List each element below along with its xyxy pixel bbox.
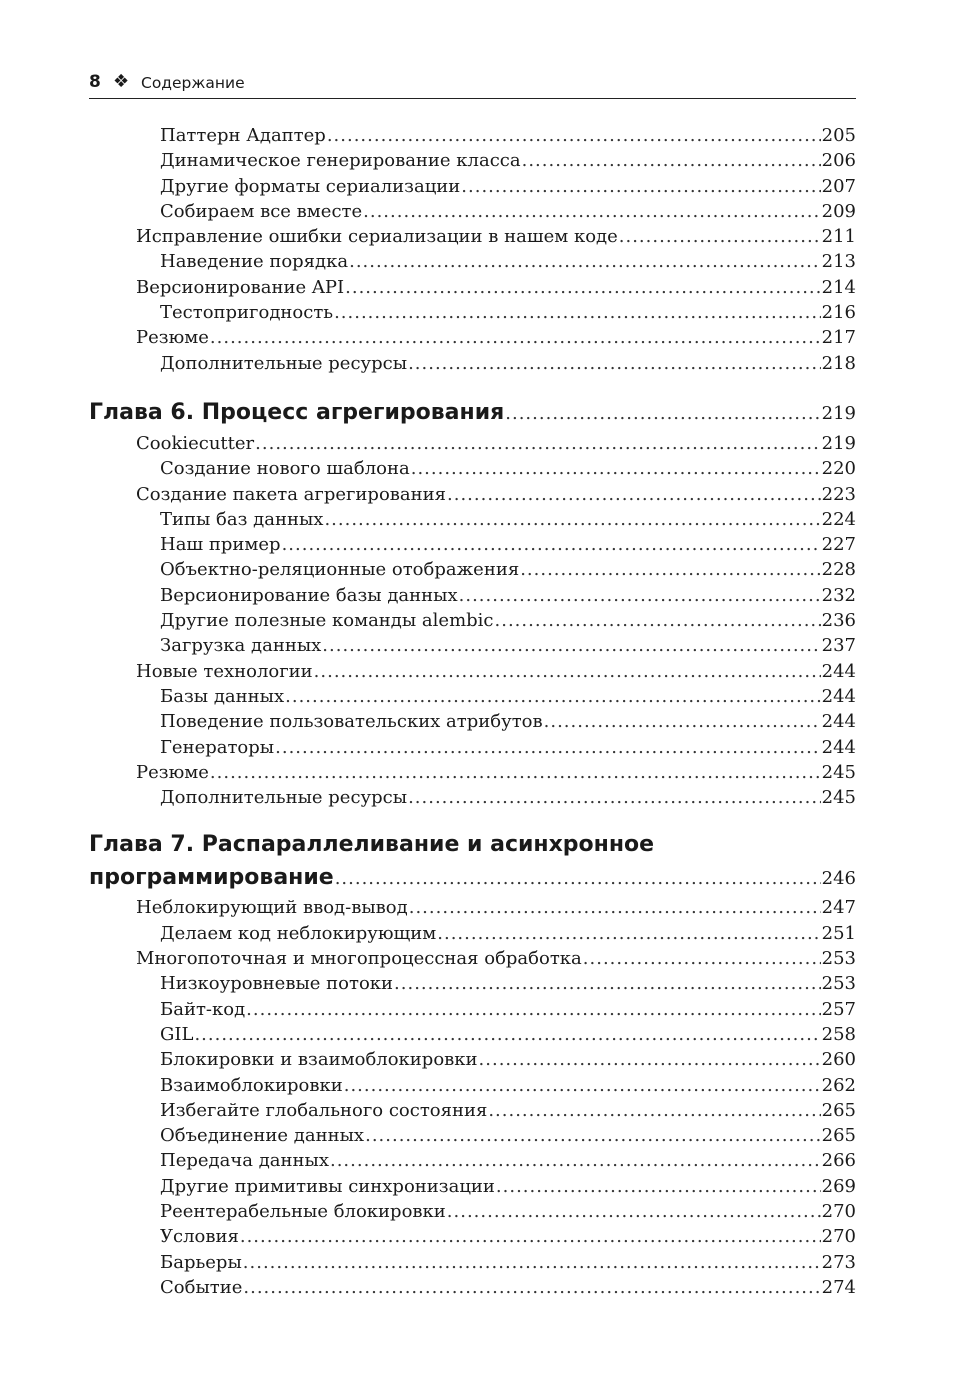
dot-leader — [363, 199, 821, 224]
toc-entry[interactable] — [89, 532, 856, 557]
chapter-6-heading[interactable] — [89, 397, 856, 429]
toc-entry[interactable] — [89, 1123, 856, 1148]
entry-page: 245 — [821, 761, 856, 783]
dot-leader — [408, 785, 821, 810]
entry-page: 251 — [821, 922, 856, 944]
entry-page: 207 — [821, 175, 856, 197]
dot-leader — [496, 1174, 821, 1199]
toc-entry[interactable] — [89, 921, 856, 946]
toc-entry[interactable] — [89, 174, 856, 199]
entry-page: 224 — [821, 508, 856, 530]
entry-title: Исправление ошибки сериализации в нашем коде — [136, 226, 618, 248]
dot-leader — [327, 123, 821, 148]
dot-leader — [324, 507, 820, 532]
entry-title: Поведение пользовательских атрибутов — [160, 711, 543, 733]
toc-entry[interactable] — [89, 1098, 856, 1123]
entry-page: 244 — [821, 711, 856, 733]
dot-leader — [522, 148, 821, 173]
dot-leader — [344, 1073, 821, 1098]
dot-leader — [314, 659, 821, 684]
entry-title: GIL — [160, 1023, 194, 1045]
toc-entry[interactable] — [89, 123, 856, 148]
entry-title: Объектно-реляционные отображения — [160, 559, 520, 581]
chapter-page: 246 — [821, 868, 856, 890]
entry-title: Версионирование базы данных — [160, 584, 458, 606]
entry-title: Резюме — [136, 327, 209, 349]
toc-entry[interactable] — [89, 325, 856, 350]
entry-page: 253 — [821, 973, 856, 995]
entry-title: Собираем все вместе — [160, 200, 363, 222]
dot-leader — [544, 709, 821, 734]
entry-title: Новые технологии — [136, 660, 313, 682]
entry-title: Генераторы — [160, 736, 275, 758]
running-header — [89, 70, 856, 99]
dot-leader — [447, 1199, 821, 1224]
entry-page: 244 — [821, 685, 856, 707]
entry-title: Создание нового шаблона — [160, 458, 410, 480]
entry-page: 257 — [821, 998, 856, 1020]
entry-page: 253 — [821, 948, 856, 970]
entry-title: Объединение данных — [160, 1125, 365, 1147]
toc-entry[interactable] — [89, 684, 856, 709]
entry-title: Взаимоблокировки — [160, 1074, 343, 1096]
toc-entry[interactable] — [89, 300, 856, 325]
entry-title: Другие форматы сериализации — [160, 175, 461, 197]
toc-entry[interactable] — [89, 431, 856, 456]
dot-leader — [210, 325, 821, 350]
chapter-7-heading[interactable] — [89, 862, 856, 894]
dot-leader — [330, 1148, 821, 1173]
entry-title: Другие примитивы синхронизации — [160, 1175, 495, 1197]
entry-title: Блокировки и взаимоблокировки — [160, 1049, 478, 1071]
dot-leader — [345, 275, 821, 300]
dot-leader — [243, 1250, 821, 1275]
entry-title: Паттерн Адаптер — [160, 125, 326, 146]
entry-page: 214 — [821, 276, 856, 298]
entry-page: 265 — [821, 1125, 856, 1147]
entry-page: 266 — [821, 1150, 856, 1172]
chapter-title: программирование — [89, 865, 334, 891]
toc-entry[interactable] — [89, 760, 856, 785]
chapter-7-title-line1[interactable]: Глава 7. Распараллеливание и асинхронное — [89, 832, 655, 858]
entry-page: 220 — [821, 458, 856, 480]
dot-leader — [411, 456, 821, 481]
dot-leader — [409, 895, 821, 920]
entry-title: Условия — [160, 1226, 239, 1248]
entry-title: Тестопригодность — [160, 302, 334, 324]
toc-entry[interactable] — [89, 224, 856, 249]
entry-page: 209 — [821, 200, 856, 222]
entry-title: Неблокирующий ввод-вывод — [136, 897, 408, 919]
dot-leader — [505, 398, 820, 430]
toc-entry[interactable] — [89, 249, 856, 274]
dot-leader — [255, 431, 820, 456]
entry-title: Делаем код неблокирующим — [160, 922, 437, 944]
toc-entry[interactable] — [89, 456, 856, 481]
toc-entry[interactable] — [89, 148, 856, 173]
toc-entry[interactable] — [89, 735, 856, 760]
entry-page: 211 — [821, 226, 856, 248]
dot-leader — [447, 482, 821, 507]
dot-leader — [285, 684, 821, 709]
dot-leader — [349, 249, 821, 274]
entry-title: Избегайте глобального состояния — [160, 1099, 488, 1121]
toc-entry[interactable] — [89, 997, 856, 1022]
entry-page: 228 — [821, 559, 856, 581]
entry-page: 217 — [821, 327, 856, 349]
entry-title: Базы данных — [160, 685, 285, 707]
entry-page: 213 — [821, 251, 856, 273]
dot-leader — [334, 300, 821, 325]
toc-entry[interactable] — [89, 633, 856, 658]
entry-title: Cookiecutter — [136, 432, 255, 454]
dot-leader — [408, 351, 821, 376]
toc-entry[interactable] — [89, 1073, 856, 1098]
toc-entry[interactable] — [89, 785, 856, 810]
entry-page: 232 — [821, 584, 856, 606]
entry-title: Байт-код — [160, 998, 246, 1020]
entry-page: 218 — [821, 352, 856, 374]
entry-title: Наш пример — [160, 534, 281, 556]
entry-page: 227 — [821, 534, 856, 556]
ornament-icon: ❖ — [113, 71, 130, 92]
entry-title: Барьеры — [160, 1251, 242, 1273]
dot-leader — [243, 1275, 820, 1300]
entry-title: Наведение порядка — [160, 251, 349, 273]
dot-leader — [322, 633, 820, 658]
entry-page: 262 — [821, 1074, 856, 1096]
entry-page: 270 — [821, 1200, 856, 1222]
toc-entry[interactable] — [89, 1199, 856, 1224]
toc-entry[interactable] — [89, 1022, 856, 1047]
dot-leader — [335, 863, 821, 895]
entry-page: 216 — [821, 302, 856, 324]
entry-page: 237 — [821, 635, 856, 657]
toc-section-a — [89, 123, 856, 376]
toc-entry[interactable] — [89, 275, 856, 300]
toc-entry[interactable] — [89, 583, 856, 608]
entry-title: Другие полезные команды alembic — [160, 610, 494, 632]
entry-title: Резюме — [136, 761, 209, 783]
entry-page: 247 — [821, 897, 856, 919]
entry-page: 270 — [821, 1226, 856, 1248]
toc-entry[interactable] — [89, 557, 856, 582]
entry-page: 269 — [821, 1175, 856, 1197]
toc-entry[interactable] — [89, 1250, 856, 1275]
dot-leader — [246, 997, 820, 1022]
running-title: Содержание — [141, 74, 245, 92]
toc-entry[interactable] — [89, 1148, 856, 1173]
toc-entry[interactable] — [89, 709, 856, 734]
entry-title: Создание пакета агрегирования — [136, 483, 446, 505]
dot-leader — [394, 971, 821, 996]
entry-page: 260 — [821, 1049, 856, 1071]
dot-leader — [365, 1123, 821, 1148]
page-number: 8 — [89, 72, 101, 92]
toc-entry[interactable] — [89, 1174, 856, 1199]
dot-leader — [194, 1022, 820, 1047]
table-of-contents — [89, 123, 856, 1300]
entry-page: 265 — [821, 1099, 856, 1121]
dot-leader — [520, 557, 820, 582]
dot-leader — [479, 1047, 821, 1072]
entry-page: 244 — [821, 736, 856, 758]
dot-leader — [210, 760, 821, 785]
entry-page: 223 — [821, 483, 856, 505]
toc-entry[interactable] — [89, 946, 856, 971]
toc-entry[interactable] — [89, 199, 856, 224]
entry-title: Передача данных — [160, 1150, 329, 1172]
dot-leader — [240, 1224, 821, 1249]
dot-leader — [583, 946, 821, 971]
entry-page: 273 — [821, 1251, 856, 1273]
toc-entry[interactable] — [89, 507, 856, 532]
dot-leader — [461, 174, 820, 199]
entry-page: 236 — [821, 610, 856, 632]
toc-entry[interactable] — [89, 1275, 856, 1300]
dot-leader — [459, 583, 821, 608]
entry-title: Загрузка данных — [160, 635, 322, 657]
entry-title: Низкоуровневые потоки — [160, 973, 394, 995]
toc-entry[interactable] — [89, 971, 856, 996]
dot-leader — [282, 532, 821, 557]
toc-entry[interactable] — [89, 608, 856, 633]
toc-section-b — [89, 431, 856, 810]
toc-entry[interactable] — [89, 482, 856, 507]
entry-title: Дополнительные ресурсы — [160, 352, 408, 374]
toc-section-c — [89, 895, 856, 1300]
entry-page: 274 — [821, 1276, 856, 1298]
entry-page: 206 — [821, 150, 856, 172]
dot-leader — [275, 735, 821, 760]
entry-page: 219 — [821, 432, 856, 454]
dot-leader — [619, 224, 821, 249]
dot-leader — [488, 1098, 820, 1123]
entry-title: Дополнительные ресурсы — [160, 787, 408, 809]
entry-page: 244 — [821, 660, 856, 682]
entry-title: Типы баз данных — [160, 508, 324, 530]
entry-title: Реентерабельные блокировки — [160, 1200, 446, 1222]
entry-page: 205 — [821, 125, 856, 146]
entry-title: Версионирование API — [136, 276, 345, 298]
dot-leader — [495, 608, 821, 633]
chapter-title: Глава 6. Процесс агрегирования — [89, 399, 505, 425]
entry-page: 245 — [821, 787, 856, 809]
dot-leader — [437, 921, 820, 946]
entry-title: Многопоточная и многопроцессная обработка — [136, 948, 582, 970]
entry-title: Динамическое генерирование класса — [160, 150, 521, 172]
toc-entry[interactable] — [89, 1047, 856, 1072]
toc-entry[interactable] — [89, 351, 856, 376]
entry-page: 258 — [821, 1023, 856, 1045]
entry-title: Событие — [160, 1276, 243, 1298]
chapter-page: 219 — [821, 402, 856, 424]
toc-entry[interactable] — [89, 659, 856, 684]
toc-entry[interactable] — [89, 895, 856, 920]
toc-entry[interactable] — [89, 1224, 856, 1249]
